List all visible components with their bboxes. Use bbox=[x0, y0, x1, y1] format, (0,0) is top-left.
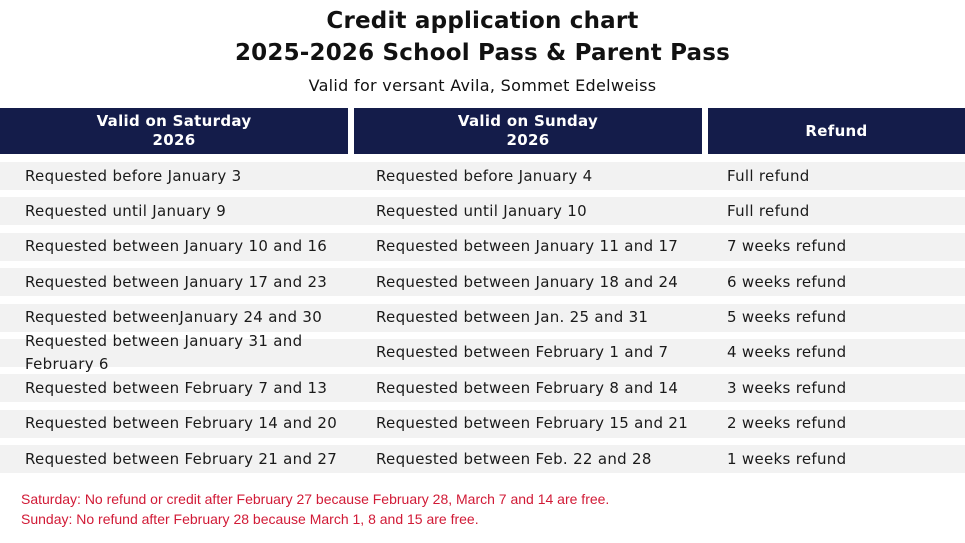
refund-cell: Full refund bbox=[727, 166, 810, 185]
saturday-note: Saturday: No refund or credit after February 27 because February 28, March 7 and 14 are free. bbox=[21, 491, 610, 507]
refund-cell: 5 weeks refund bbox=[727, 308, 847, 327]
refund-cell: 2 weeks refund bbox=[727, 414, 847, 433]
validity-subtitle: Valid for versant Avila, Sommet Edelweiss bbox=[308, 76, 657, 95]
sunday-cell: Requested between Feb. 22 and 28 bbox=[376, 449, 652, 468]
saturday-cell: Requested before January 3 bbox=[25, 166, 242, 185]
saturday-cell: Requested between January 17 and 23 bbox=[25, 272, 328, 291]
credit-table bbox=[0, 108, 965, 468]
table-header-row bbox=[0, 108, 965, 154]
refund-cell: 4 weeks refund bbox=[727, 343, 847, 362]
column-header-sunday-label: Valid on Sunday 2026 bbox=[457, 112, 599, 149]
sunday-cell: Requested between January 18 and 24 bbox=[376, 272, 679, 291]
footnotes bbox=[21, 489, 609, 529]
sunday-cell: Requested until January 10 bbox=[376, 201, 587, 220]
saturday-cell: Requested between February 14 and 20 bbox=[25, 414, 338, 433]
refund-cell: Full refund bbox=[727, 201, 810, 220]
column-header-saturday-label: Valid on Saturday 2026 bbox=[96, 112, 252, 149]
table-row bbox=[0, 445, 965, 473]
table-row bbox=[0, 197, 965, 225]
table-row bbox=[0, 374, 965, 402]
refund-cell: 1 weeks refund bbox=[727, 449, 847, 468]
table-row bbox=[0, 268, 965, 296]
column-header-sunday bbox=[354, 108, 702, 154]
sunday-cell: Requested between January 11 and 17 bbox=[376, 237, 679, 256]
sunday-cell: Requested between February 1 and 7 bbox=[376, 343, 669, 362]
saturday-cell: Requested between February 7 and 13 bbox=[25, 378, 328, 397]
page-title: Credit application chart bbox=[326, 8, 639, 34]
column-header-refund bbox=[708, 108, 965, 154]
column-header-saturday bbox=[0, 108, 348, 154]
table-row bbox=[0, 162, 965, 190]
sunday-cell: Requested between February 15 and 21 bbox=[376, 414, 689, 433]
refund-cell: 3 weeks refund bbox=[727, 378, 847, 397]
saturday-cell: Requested between January 10 and 16 bbox=[25, 237, 328, 256]
table-row bbox=[0, 331, 965, 373]
sunday-cell: Requested between February 8 and 14 bbox=[376, 378, 679, 397]
table-row bbox=[0, 410, 965, 438]
refund-cell: 6 weeks refund bbox=[727, 272, 847, 291]
saturday-cell bbox=[25, 331, 345, 373]
table-row bbox=[0, 304, 965, 332]
sunday-cell: Requested before January 4 bbox=[376, 166, 593, 185]
saturday-cell: Requested until January 9 bbox=[25, 201, 227, 220]
table-row bbox=[0, 233, 965, 261]
saturday-cell: Requested between February 21 and 27 bbox=[25, 449, 338, 468]
table-body bbox=[0, 162, 965, 481]
saturday-cell-text: Requested between January 31 and February 6 bbox=[25, 331, 303, 373]
refund-cell: 7 weeks refund bbox=[727, 237, 847, 256]
page-subtitle-pass: 2025-2026 School Pass & Parent Pass bbox=[234, 40, 731, 66]
column-header-refund-label: Refund bbox=[805, 121, 868, 140]
saturday-cell: Requested betweenJanuary 24 and 30 bbox=[25, 308, 323, 327]
sunday-note: Sunday: No refund after February 28 because March 1, 8 and 15 are free. bbox=[21, 511, 479, 527]
sunday-cell: Requested between Jan. 25 and 31 bbox=[376, 308, 649, 327]
